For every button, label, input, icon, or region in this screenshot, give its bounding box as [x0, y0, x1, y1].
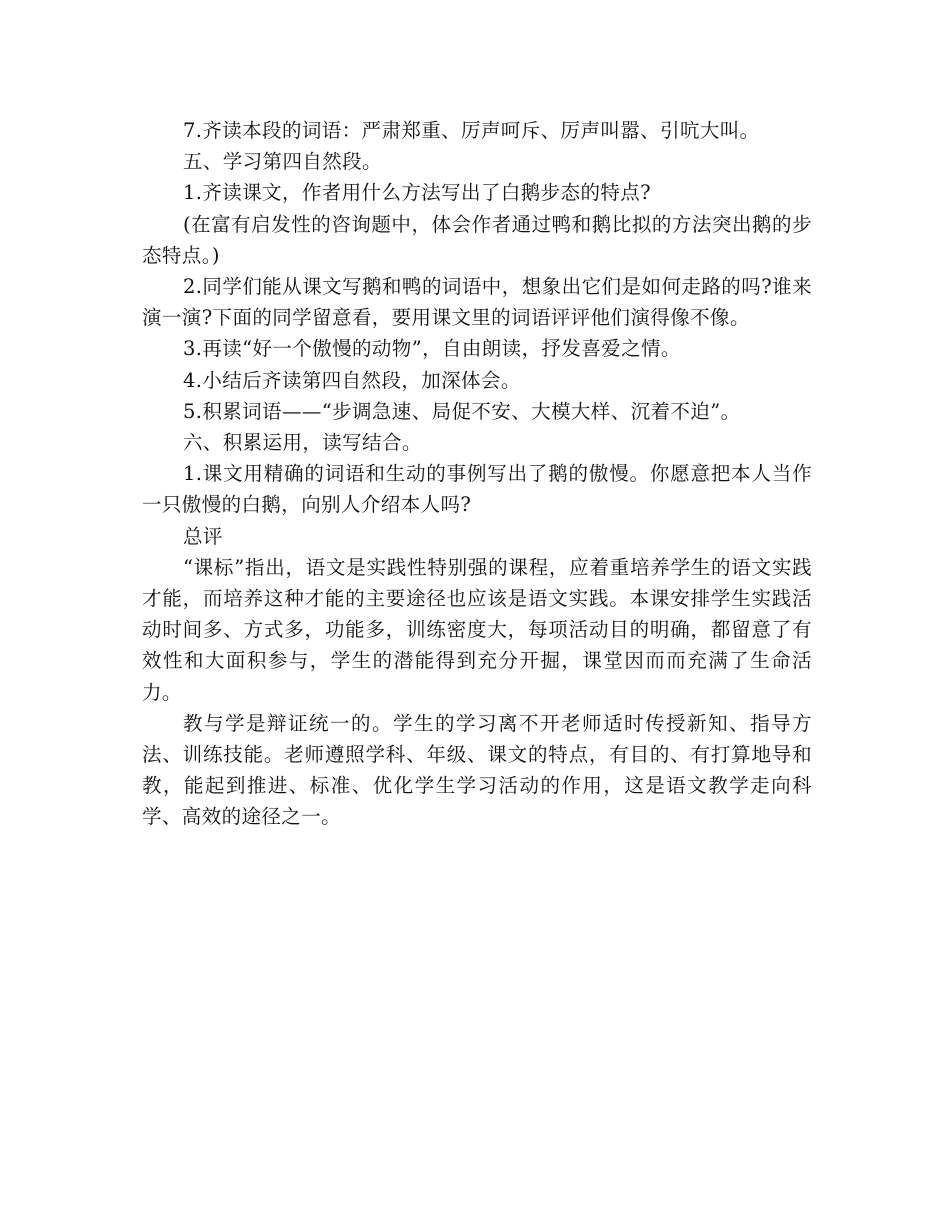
paragraph-step-3: 3.再读“好一个傲慢的动物”，自由朗读，抒发喜爱之情。 [182, 337, 681, 361]
summary-paragraph-1: “课标”指出，语文是实践性特别强的课程，应着重培养学生的语文实践才能，而培养这种才能的主要途径也应该是语文实践。本课安排学生实践活动时间多、方式多，功能多，训练密度大，每项活动目的明确，都留意了有效性和大面积参与，学生的潜能得到充分开掘，课堂因而而充满了生命活力。 [142, 555, 812, 704]
paragraph-step-7-vocabulary: 7.齐读本段的词语：严肃郑重、厉声呵斥、厉声叫嚣、引吭大叫。 [182, 119, 760, 142]
section-heading-six: 六、积累运用，读写结合。 [182, 431, 422, 455]
document-body [142, 115, 812, 833]
paragraph-application-1: 1.课文用精确的词语和生动的事例写出了鹅的傲慢。你愿意把本人当作一只傲慢的白鹅，向别人介绍本人吗? [142, 462, 812, 517]
summary-heading: 总评 [182, 524, 223, 548]
paragraph-step-4: 4.小结后齐读第四自然段，加深体会。 [182, 368, 521, 392]
paragraph-note: (在富有启发性的咨询题中，体会作者通过鸭和鹅比拟的方法突出鹅的步态特点。) [142, 212, 812, 267]
paragraph-question-1: 1.齐读课文，作者用什么方法写出了白鹅步态的特点? [182, 181, 651, 205]
paragraph-question-2: 2.同学们能从课文写鹅和鸭的词语中，想象出它们是如何走路的吗?谁来演一演?下面的同学留意看，要用课文里的词语评评他们演得像不像。 [142, 275, 812, 330]
section-heading-paragraph-four: 五、学习第四自然段。 [182, 150, 382, 174]
paragraph-step-5: 5.积累词语——“步调急速、局促不安、大模大样、沉着不迫”。 [182, 399, 741, 423]
summary-paragraph-2: 教与学是辩证统一的。学生的学习离不开老师适时传授新知、指导方法、训练技能。老师遵照学科、年级、课文的特点，有目的、有打算地导和教，能起到推进、标准、优化学生学习活动的作用，这是语文教学走向科学、高效的途径之一。 [142, 711, 812, 829]
